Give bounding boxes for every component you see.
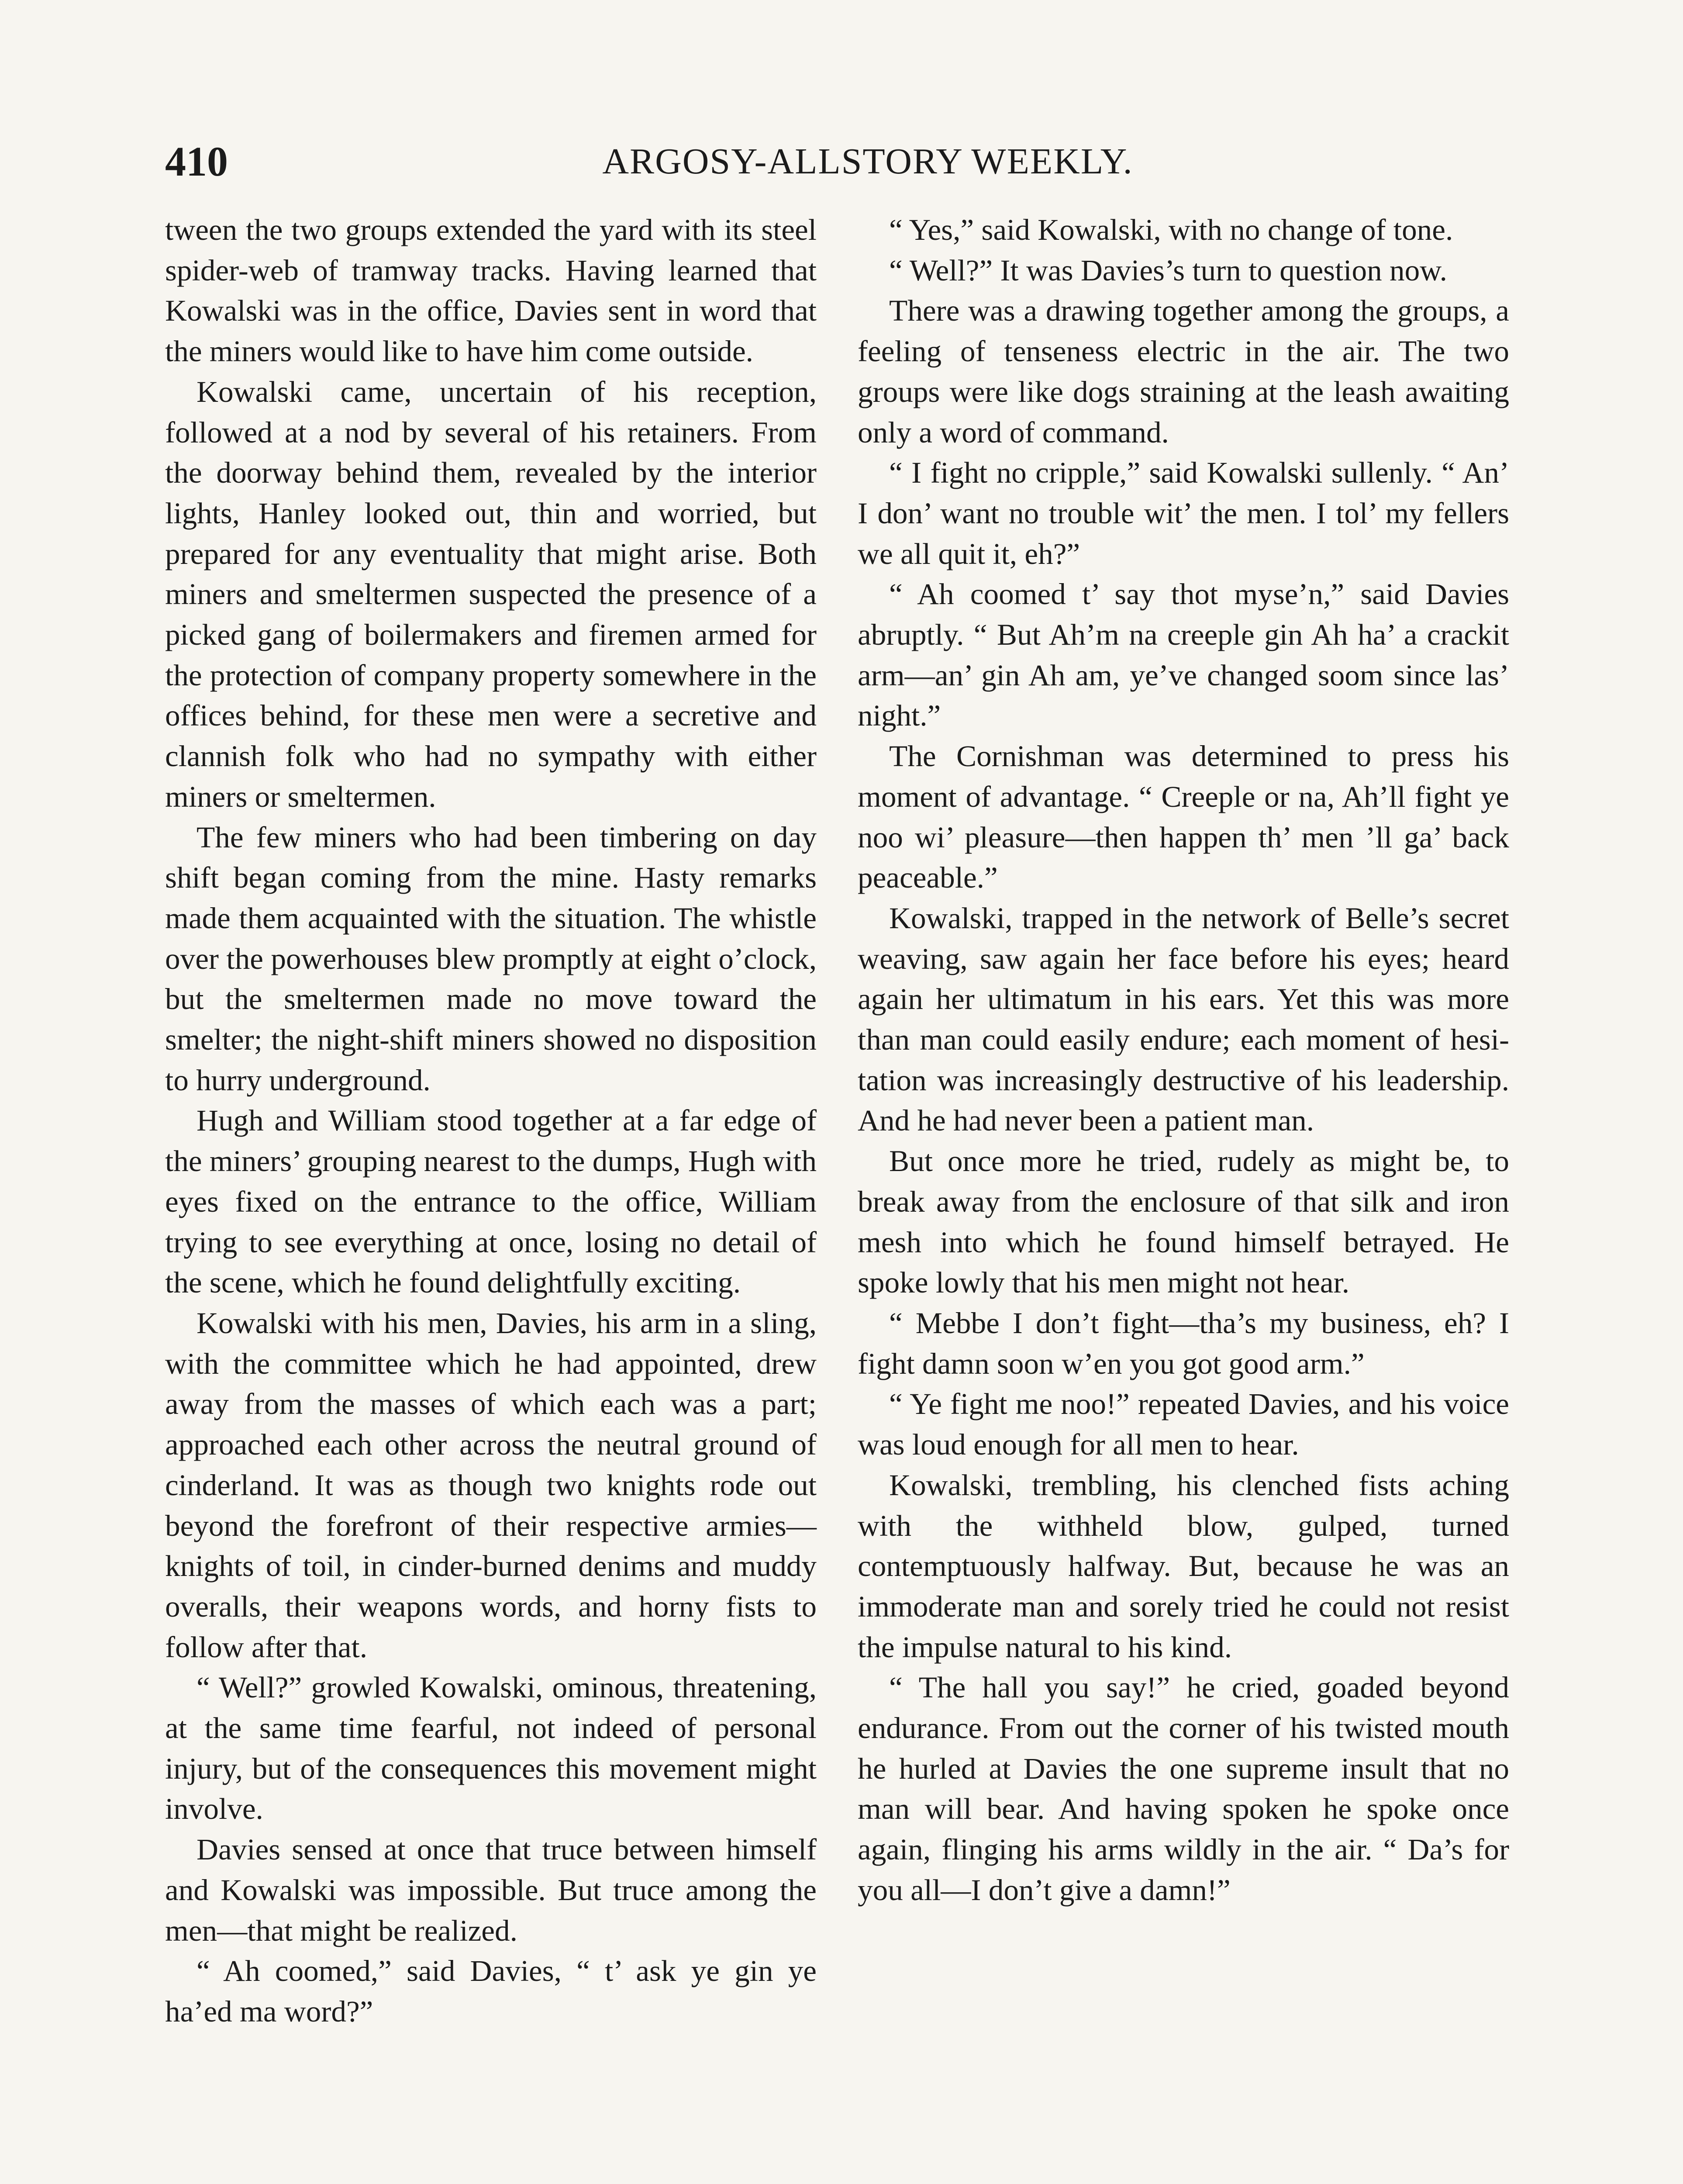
paragraph: There was a drawing together among the groups, a feeling of tenseness electric in the air. The two groups were like dogs straining at the leash awaiting only a word of command. — [858, 294, 1509, 449]
paragraph: But once more he tried, rudely as might be, to break away from the enclosure of that silk and iron mesh into which he found himself betrayed. He spoke lowly that his men might not hear. — [858, 1144, 1509, 1299]
paragraph: Hugh and William stood together at a far edge of the miners’ grouping nearest to the dumps, Hugh with eyes fixed on the entrance to the office, William trying to see everything at once, losing no detail of the scene, which he found delightfully exciting. — [165, 1103, 817, 1299]
right-column — [858, 210, 1509, 1911]
paragraph: “ I fight no cripple,” said Kowalski sullenly. “ An’ I don’ want no trouble wit’ the men. I tol’ my fellers we all quit it, eh?” — [858, 456, 1509, 570]
paragraph: “ Ye fight me noo!” repeated Davies, and his voice was loud enough for all men to hear. — [858, 1387, 1509, 1462]
paragraph: “ Ah coomed t’ say thot myse’n,” said Davies abruptly. “ But Ah’m na creeple gin Ah ha’ a crackit arm—an’ gin Ah am, ye’ve changed soom since las’ night.” — [858, 577, 1509, 733]
left-column — [165, 210, 817, 2032]
paragraph: Kowalski, trapped in the network of Belle’s secret weaving, saw again her face before his eyes; heard again her ultimatum in his ears. Yet this was more than man could easily endure; each moment of hesitation was increasingly destructive of his leadership. And he had never been a patient man. — [858, 901, 1509, 1137]
paragraph: Kowalski with his men, Davies, his arm in a sling, with the committee which he had appointed, drew away from the masses of which each was a part; approached each other across the neutral ground of cinderland. It was as though two knights rode out beyond the forefront of their respective armies—knights of toil, in cinder-burned denims and muddy overalls, their weapons words, and horny fists to follow after that. — [165, 1306, 817, 1664]
paragraph: Kowalski came, uncertain of his reception, followed at a nod by several of his retainers. From the doorway behind them, revealed by the interior lights, Hanley looked out, thin and worried, but prepared for any eventuality that might arise. Both miners and smeltermen suspected the presence of a picked gang of boilermakers and firemen armed for the protection of company property somewhere in the offices behind, for these men were a secretive and clannish folk who had no sympathy with either miners or smeltermen. — [165, 374, 817, 813]
paragraph: The Cornishman was determined to press his moment of advantage. “ Creeple or na, Ah’ll fight ye noo wi’ pleasure—then happen th’ men ’ll ga’ back peaceable.” — [858, 739, 1509, 895]
page-number: 410 — [165, 138, 228, 185]
paragraph: Kowalski, trembling, his clenched fists aching with the withheld blow, gulped, turned contemptuously halfway. But, because he was an immoderate man and sorely tried he could not resist the impulse natural to his kind. — [858, 1468, 1509, 1664]
page-header — [0, 131, 1683, 192]
paragraph: “ Ah coomed,” said Davies, “ t’ ask ye gin ye ha’ed ma word?” — [165, 1954, 817, 2028]
paragraph: The few miners who had been timbering on day shift began coming from the mine. Hasty remarks made them acquainted with the situation. The whistle over the powerhouses blew promptly at eight o’clock, but the smeltermen made no move toward the smelter; the night-shift miners showed no disposition to hurry underground. — [165, 820, 817, 1097]
paragraph: “ Mebbe I don’t fight—tha’s my business, eh? I fight damn soon w’en you got good arm.” — [858, 1306, 1509, 1380]
paragraph: “ Well?” growled Kowalski, ominous, threatening, at the same time fearful, not indeed of personal injury, but of the consequences this movement might involve. — [165, 1670, 817, 1826]
paragraph: “ Well?” It was Davies’s turn to question now. — [889, 253, 1447, 287]
paragraph: Davies sensed at once that truce between himself and Kowalski was impossible. But truce among the men—that might be realized. — [165, 1832, 817, 1947]
paragraph: tween the two groups extended the yard with its steel spider-web of tramway tracks. Having learned that Kowalski was in the office, Davies sent in word that the miners would like to have him come outside. — [165, 213, 817, 368]
paragraph: “ The hall you say!” he cried, goaded beyond endurance. From out the corner of his twisted mouth he hurled at Davies the one supreme insult that no man will bear. And having spoken he spoke once again, flinging his arms wildly in the air. “ Da’s for you all—I don’t give a damn!” — [858, 1670, 1509, 1907]
running-head: ARGOSY-ALLSTORY WEEKLY. — [602, 141, 1133, 182]
paragraph: “ Yes,” said Kowalski, with no change of tone. — [889, 213, 1453, 246]
